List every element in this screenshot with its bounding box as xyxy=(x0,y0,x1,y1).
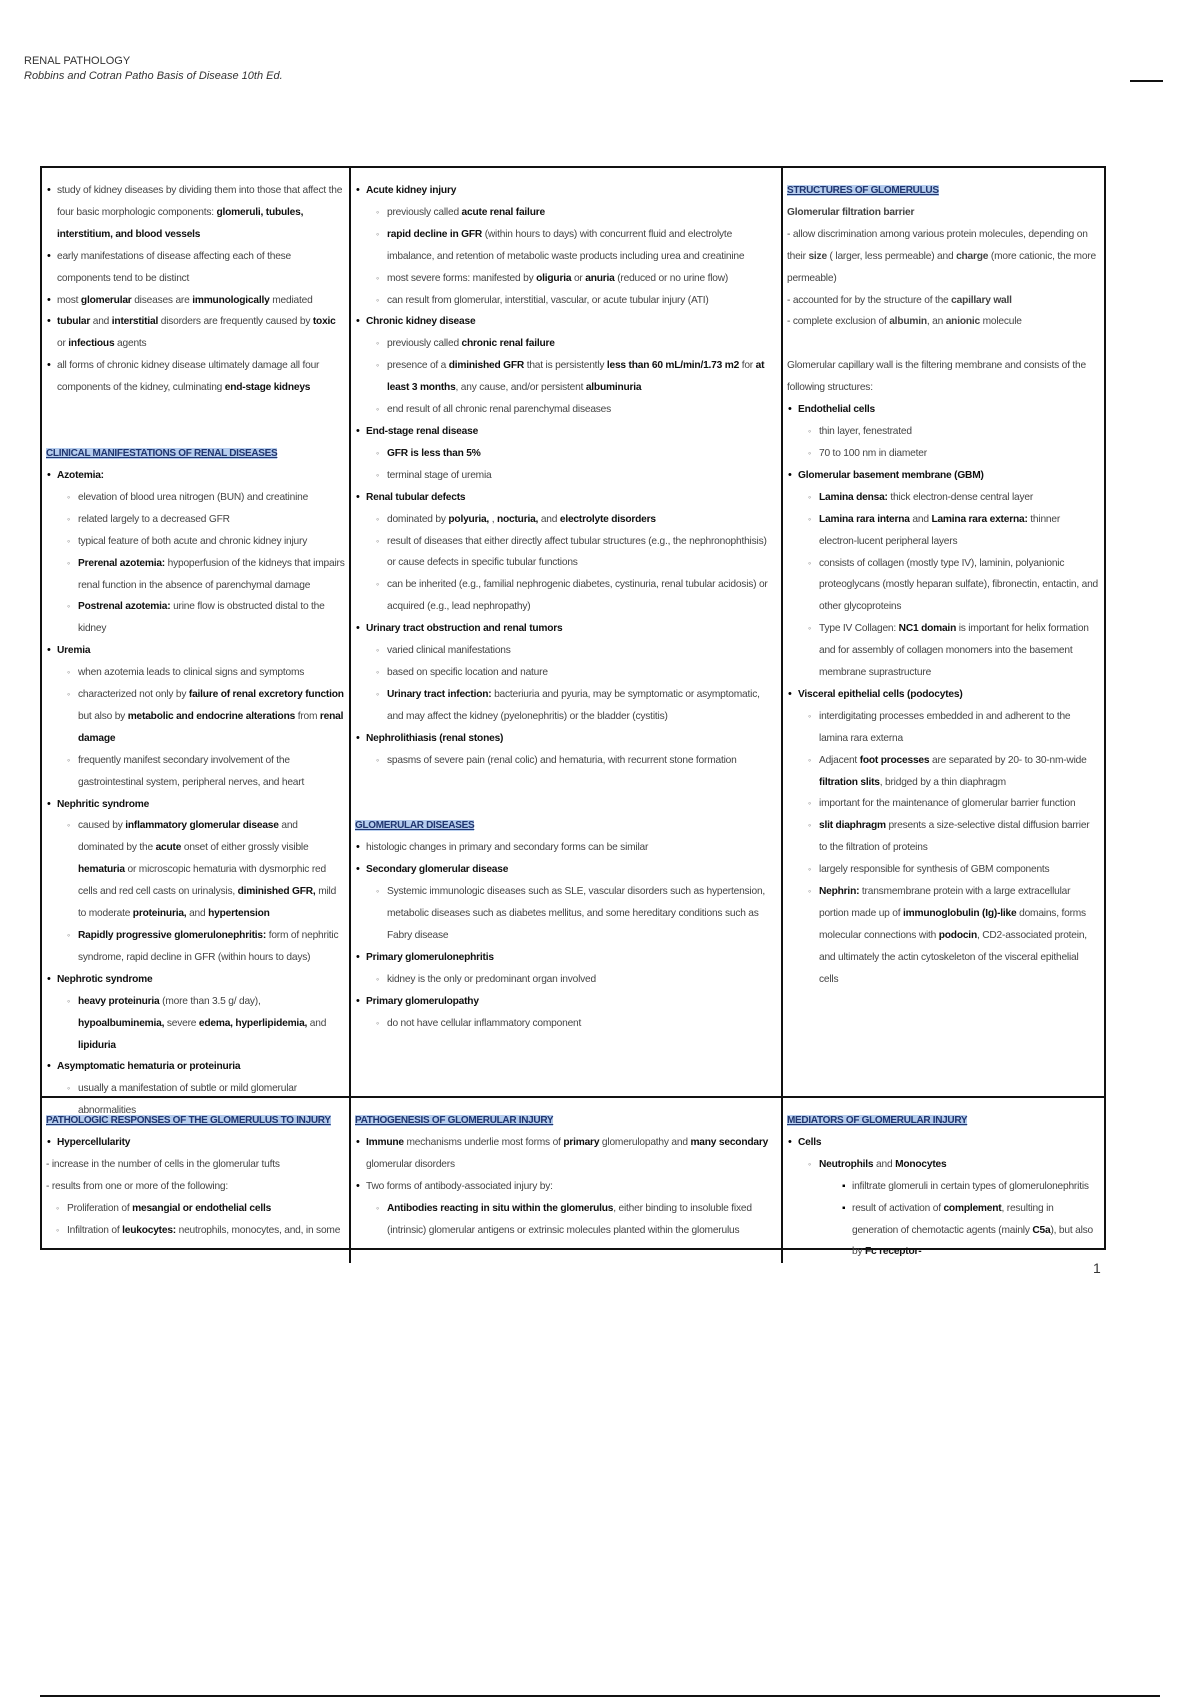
bullet-text: Secondary glomerular disease xyxy=(366,864,509,876)
bullet-list xyxy=(46,180,345,399)
bullet-text: elevation of blood urea nitrogen (BUN) and creatinine xyxy=(78,491,309,503)
note-line: - increase in the number of cells in the glomerular tufts xyxy=(46,1158,280,1170)
bullet-text: result of diseases that either directly affect tubular structures (e.g., the nephronophthisis) or cause defects in specific tubular functions xyxy=(387,535,767,569)
sub-bullet-item xyxy=(798,487,1100,509)
section-heading-row xyxy=(355,815,777,837)
sub-bullet-list xyxy=(366,333,777,421)
sub-bullet-item xyxy=(798,443,1100,465)
bullet-item xyxy=(787,465,1100,684)
sub-bullet-item xyxy=(819,1176,1100,1198)
section-heading: STRUCTURES OF GLOMERULUS xyxy=(787,185,939,196)
sub-bullet-item xyxy=(366,640,777,662)
bullet-text: histologic changes in primary and secondary forms can be similar xyxy=(366,842,649,854)
bullet-text: thin layer, fenestrated xyxy=(819,426,912,438)
sub-bullet-item xyxy=(366,531,777,575)
sub-bullet-list xyxy=(57,991,345,1057)
bullet-text: Glomerular basement membrane (GBM) xyxy=(798,469,984,481)
sub-bullet-item xyxy=(57,925,345,969)
sub-bullet-item xyxy=(366,355,777,399)
bullet-item xyxy=(46,1132,345,1154)
sub-bullet-item xyxy=(57,750,345,794)
note-line: - results from one or more of the following: xyxy=(46,1180,229,1192)
sub-bullet-item xyxy=(366,1013,777,1035)
sub-bullet-item xyxy=(366,202,777,224)
sub-bullet-item xyxy=(57,662,345,684)
bullet-item xyxy=(46,180,345,246)
sub-bullet-list xyxy=(798,706,1100,991)
section-heading: PATHOGENESIS OF GLOMERULAR INJURY xyxy=(355,1115,554,1126)
bullet-text: Systemic immunologic diseases such as SLE, vascular disorders such as hypertension, metabolic diseases such as diabetes mellitus, and some hereditary conditions such as Fabry disease xyxy=(387,886,766,941)
header-rule xyxy=(1130,80,1163,82)
bullet-text: do not have cellular inflammatory component xyxy=(387,1017,582,1029)
sub-bullet-item xyxy=(366,399,777,421)
sub-bullet-item xyxy=(46,1198,345,1220)
sub-bullet-item xyxy=(798,618,1100,684)
sub-bullet-item xyxy=(366,268,777,290)
notes-cell xyxy=(783,1098,1104,1263)
sub-bullet-item xyxy=(798,421,1100,443)
bullet-text: most severe forms: manifested by oliguria or anuria (reduced or no urine flow) xyxy=(387,272,729,284)
bullet-text: all forms of chronic kidney disease ultimately damage all four components of the kidney, culminating end-stage kidneys xyxy=(57,360,320,394)
sub-bullet-item xyxy=(366,333,777,355)
sub-bullet-item xyxy=(798,509,1100,553)
sub-bullet-item xyxy=(798,881,1100,991)
section-heading: MEDIATORS OF GLOMERULAR INJURY xyxy=(787,1115,968,1126)
bullet-text: typical feature of both acute and chronic kidney injury xyxy=(78,535,308,547)
bullet-text: Lamina rara interna and Lamina rara externa: thinner electron-lucent peripheral layers xyxy=(819,513,1061,547)
bullet-text: Infiltration of leukocytes: neutrophils, monocytes, and, in some xyxy=(67,1224,341,1236)
bullet-text: Type IV Collagen: NC1 domain is important for helix formation and for assembly of collagen monomers into the basement membrane suprastructure xyxy=(819,623,1089,679)
bullet-text: heavy proteinuria (more than 3.5 g/ day), hypoalbuminemia, severe edema, hyperlipidemia, and lipiduria xyxy=(78,995,327,1051)
section-heading: PATHOLOGIC RESPONSES OF THE GLOMERULUS TO INJURY xyxy=(46,1115,331,1126)
bullet-text: can result from glomerular, interstitial, vascular, or acute tubular injury (ATI) xyxy=(387,294,709,306)
bullet-text: terminal stage of uremia xyxy=(387,469,492,481)
bullet-text: infiltrate glomeruli in certain types of glomerulonephritis xyxy=(852,1180,1089,1192)
sub-bullet-item xyxy=(57,1078,345,1122)
bullet-text: tubular and interstitial disorders are frequently caused by toxic or infectious agents xyxy=(57,316,336,350)
bullet-text: frequently manifest secondary involvement of the gastrointestinal system, peripheral nerves, and heart xyxy=(78,754,305,788)
sub-bullet-list xyxy=(57,662,345,793)
sub-bullet-list xyxy=(46,1198,345,1242)
sub-bullet-item xyxy=(57,815,345,925)
note-line: Glomerular capillary wall is the filtering membrane and consists of the following structures: xyxy=(787,360,1086,394)
bullet-text: when azotemia leads to clinical signs and symptoms xyxy=(78,667,305,679)
sub-bullet-item xyxy=(366,509,777,531)
bullet-text: Endothelial cells xyxy=(798,404,875,416)
bullet-text: presence of a diminished GFR that is persistently less than 60 mL/min/1.73 m2 for at least 3 months, any cause, and/or persistent albuminuria xyxy=(387,360,765,394)
sub-bullet-item xyxy=(366,465,777,487)
note-line: - complete exclusion of albumin, an anionic molecule xyxy=(787,316,1022,328)
bullet-text: consists of collagen (mostly type IV), laminin, polyanionic proteoglycans (mostly heparan sulfate), fibronectin, entactin, and other glycoproteins xyxy=(819,557,1099,613)
bullet-list xyxy=(787,399,1100,990)
section-heading: GLOMERULAR DISEASES xyxy=(355,820,475,832)
sub-bullet-item xyxy=(798,793,1100,815)
section-heading-row xyxy=(46,443,345,465)
sub-bullet-list xyxy=(57,487,345,640)
bullet-text: based on specific location and nature xyxy=(387,666,548,678)
bullet-text: related largely to a decreased GFR xyxy=(78,513,230,525)
bullet-item xyxy=(46,311,345,355)
bullet-text: Hypercellularity xyxy=(57,1136,131,1148)
bullet-text: early manifestations of disease affecting each of these components tend to be distinct xyxy=(57,250,292,284)
sub-bullet-item xyxy=(798,1154,1100,1264)
bullet-text: spasms of severe pain (renal colic) and hematuria, with recurrent stone formation xyxy=(387,754,737,766)
bullet-text: Renal tubular defects xyxy=(366,491,466,503)
sub-bullet-item xyxy=(366,290,777,312)
bullet-text: Two forms of antibody-associated injury by: xyxy=(366,1180,553,1192)
bullet-text: rapid decline in GFR (within hours to days) with concurrent fluid and electrolyte imbalance, and retention of metabolic waste products including urea and creatinine xyxy=(387,228,745,262)
bullet-text: 70 to 100 nm in diameter xyxy=(819,447,927,459)
bullet-text: Nephritic syndrome xyxy=(57,798,150,810)
sub-bullet-item xyxy=(57,553,345,597)
sub-bullet-item xyxy=(366,1198,777,1242)
section-heading: CLINICAL MANIFESTATIONS OF RENAL DISEASES xyxy=(46,448,278,460)
notes-cell xyxy=(351,168,783,1098)
bullet-text: interdigitating processes embedded in and adherent to the lamina rara externa xyxy=(819,710,1071,744)
bullet-text: Primary glomerulopathy xyxy=(366,995,479,1007)
spacer xyxy=(355,793,777,815)
bullet-item xyxy=(787,1132,1100,1263)
bullet-item xyxy=(355,487,777,618)
bullet-text: result of activation of complement, resulting in generation of chemotactic agents (mainly C5a), but also by Fc receptor- xyxy=(852,1202,1094,1258)
bullet-item xyxy=(46,246,345,290)
sub-bullet-item xyxy=(366,684,777,728)
bullet-text: study of kidney diseases by dividing them into those that affect the four basic morphologic components: glomeruli, tubules, interstitium, and blood vessels xyxy=(57,185,343,240)
bullet-text: Postrenal azotemia: urine flow is obstructed distal to the kidney xyxy=(78,601,325,635)
sub-bullet-item xyxy=(798,859,1100,881)
notes-grid xyxy=(40,166,1106,1258)
sub-bullet-item xyxy=(798,706,1100,750)
bullet-text: Urinary tract obstruction and renal tumors xyxy=(366,623,563,635)
bullet-item xyxy=(46,290,345,312)
bullet-text: Urinary tract infection: bacteriuria and pyuria, may be symptomatic or asymptomatic, and may affect the kidney (pyelonephritis) or the bladder (cystitis) xyxy=(387,688,760,722)
bullet-item xyxy=(46,640,345,793)
bullet-text: Nephrotic syndrome xyxy=(57,973,153,985)
bullet-text: Primary glomerulonephritis xyxy=(366,951,494,963)
bullet-text: Azotemia: xyxy=(57,469,104,481)
sub-bullet-list xyxy=(798,487,1100,684)
bullet-text: Immune mechanisms underlie most forms of primary glomerulopathy and many secondary glomerular disorders xyxy=(366,1136,769,1170)
bullet-item xyxy=(787,399,1100,465)
sub-bullet-item xyxy=(798,750,1100,794)
bullet-list xyxy=(355,837,777,1034)
bullet-item xyxy=(355,1132,777,1176)
sub-bullet-item xyxy=(366,574,777,618)
bullet-text: Cells xyxy=(798,1136,822,1148)
bullet-text: dominated by polyuria, , nocturia, and electrolyte disorders xyxy=(387,513,656,525)
sub-bullet-item xyxy=(57,487,345,509)
bullet-item xyxy=(46,794,345,969)
sub-bullet-list xyxy=(366,881,777,947)
sub-bullet-item xyxy=(46,1220,345,1242)
notes-cell xyxy=(351,1098,783,1263)
bullet-item xyxy=(787,684,1100,991)
bullet-list xyxy=(787,1132,1100,1263)
bullet-text: Uremia xyxy=(57,645,91,657)
sub-bullet-list xyxy=(57,815,345,968)
bullet-list xyxy=(46,465,345,1122)
bullet-text: characterized not only by failure of renal excretory function but also by metabolic and endocrine alterations from renal damage xyxy=(78,689,344,744)
bullet-item xyxy=(355,728,777,772)
bullet-list xyxy=(355,1132,777,1242)
sub-bullet-list xyxy=(366,750,777,772)
bullet-text: varied clinical manifestations xyxy=(387,645,511,657)
bullet-text: Visceral epithelial cells (podocytes) xyxy=(798,688,963,700)
sub-bullet-item xyxy=(57,531,345,553)
notes-cell xyxy=(42,168,351,1117)
footer-rule xyxy=(40,1695,1160,1697)
bullet-item xyxy=(355,618,777,728)
sub-bullet-list xyxy=(798,421,1100,465)
bullet-text: GFR is less than 5% xyxy=(387,447,481,459)
note-line: - allow discrimination among various protein molecules, depending on their size ( larger, less permeable) and charge (more cationic, the more permeable) xyxy=(787,228,1096,284)
note-line: - accounted for by the structure of the capillary wall xyxy=(787,294,1012,306)
bullet-text: most glomerular diseases are immunologically mediated xyxy=(57,294,313,306)
bullet-text: Proliferation of mesangial or endothelial cells xyxy=(67,1202,272,1214)
bullet-item xyxy=(355,1176,777,1242)
bullet-text: can be inherited (e.g., familial nephrogenic diabetes, cystinuria, renal tubular acidosis) or acquired (e.g., lead nephropathy) xyxy=(387,579,768,613)
bullet-item xyxy=(46,355,345,399)
bullet-text: previously called acute renal failure xyxy=(387,206,545,218)
sub-bullet-list xyxy=(57,1078,345,1122)
bullet-text: end result of all chronic renal parenchymal diseases xyxy=(387,404,612,416)
sub-bullet-list xyxy=(366,1013,777,1035)
bullet-text: Acute kidney injury xyxy=(366,185,457,196)
section-heading-row xyxy=(787,180,1100,202)
bullet-item xyxy=(355,991,777,1035)
sub-bullet-item xyxy=(366,443,777,465)
bullet-item xyxy=(46,465,345,640)
sub-bullet-item xyxy=(366,881,777,947)
sub-bullet-item xyxy=(798,553,1100,619)
bullet-item xyxy=(355,947,777,991)
page-number: 1 xyxy=(1093,1260,1101,1276)
bullet-text: Rapidly progressive glomerulonephritis: form of nephritic syndrome, rapid decline in GFR (within hours to days) xyxy=(78,930,339,963)
bullet-text: Asymptomatic hematuria or proteinuria xyxy=(57,1061,241,1073)
sub-bullet-item xyxy=(798,815,1100,859)
section-heading-row xyxy=(787,1110,1100,1132)
sub-bullet-item xyxy=(366,750,777,772)
sub-bullet-list xyxy=(366,969,777,991)
bullet-item xyxy=(355,311,777,421)
bullet-text: Chronic kidney disease xyxy=(366,316,476,328)
section-heading-row xyxy=(355,1110,777,1132)
bullet-text: Prerenal azotemia: hypoperfusion of the kidneys that impairs renal function in the absence of parenchymal damage xyxy=(78,557,345,591)
sub-bullet-item xyxy=(819,1198,1100,1264)
bullet-item xyxy=(355,837,777,859)
notes-cell xyxy=(42,1098,351,1263)
sub-bullet-item xyxy=(366,662,777,684)
sub-bullet-list xyxy=(366,509,777,619)
bullet-item xyxy=(355,421,777,487)
bullet-item xyxy=(46,1056,345,1122)
sub-bullet-list xyxy=(819,1176,1100,1264)
spacer xyxy=(355,771,777,793)
bullet-text: previously called chronic renal failure xyxy=(387,338,555,350)
spacer xyxy=(787,333,1100,355)
document-title: RENAL PATHOLOGY xyxy=(24,55,131,67)
bullet-text: kidney is the only or predominant organ involved xyxy=(387,973,596,985)
sub-bullet-list xyxy=(366,640,777,728)
sub-bullet-list xyxy=(366,443,777,487)
spacer xyxy=(46,421,345,443)
bullet-text: Adjacent foot processes are separated by 20- to 30-nm-wide filtration slits, bridged by a thin diaphragm xyxy=(819,754,1087,788)
sub-bullet-item xyxy=(366,224,777,268)
bullet-text: Antibodies reacting in situ within the glomerulus, either binding to insoluble fixed (intrinsic) glomerular antigens or extrinsic molecules planted within the glomerulus xyxy=(387,1202,752,1236)
bullet-text: slit diaphragm presents a size-selective distal diffusion barrier to the filtration of proteins xyxy=(819,820,1090,854)
sub-bullet-item xyxy=(57,509,345,531)
bullet-text: Nephrin: transmembrane protein with a large extracellular portion made up of immunoglobulin (Ig)-like domains, forms molecular connections with podocin, CD2-associated protein, and ultimately the actin cytoskeleton of the visceral epithelial cells xyxy=(819,886,1087,985)
sub-bullet-item xyxy=(57,684,345,750)
bullet-text: largely responsible for synthesis of GBM components xyxy=(819,864,1050,876)
bullet-item xyxy=(46,969,345,1057)
bullet-list xyxy=(46,1132,345,1154)
bullet-text: Neutrophils and Monocytes xyxy=(819,1158,947,1170)
bullet-text: caused by inflammatory glomerular disease and dominated by the acute onset of either grossly visible hematuria or microscopic hematuria with dysmorphic red cells and red cell casts on urinalysis, diminished GFR, mild to moderate proteinuria, and hypertension xyxy=(78,820,337,920)
sub-bullet-list xyxy=(798,1154,1100,1264)
notes-cell xyxy=(783,168,1104,1098)
sub-bullet-item xyxy=(57,596,345,640)
document-subtitle: Robbins and Cotran Patho Basis of Disease 10th Ed. xyxy=(24,70,283,82)
bullet-list xyxy=(355,180,777,771)
sub-bullet-item xyxy=(366,969,777,991)
bullet-text: End-stage renal disease xyxy=(366,425,479,437)
document-header xyxy=(24,54,283,84)
bullet-text: usually a manifestation of subtle or mild glomerular abnormalities xyxy=(78,1083,297,1117)
sub-bullet-list xyxy=(366,1198,777,1242)
sub-bullet-item xyxy=(57,991,345,1057)
bullet-text: Lamina densa: thick electron-dense central layer xyxy=(819,491,1034,503)
bullet-text: Nephrolithiasis (renal stones) xyxy=(366,732,504,744)
spacer xyxy=(46,399,345,421)
note-line: Glomerular filtration barrier xyxy=(787,206,915,218)
bullet-item xyxy=(355,180,777,311)
sub-bullet-list xyxy=(366,202,777,312)
bullet-item xyxy=(355,859,777,947)
bullet-text: important for the maintenance of glomerular barrier function xyxy=(819,798,1076,810)
